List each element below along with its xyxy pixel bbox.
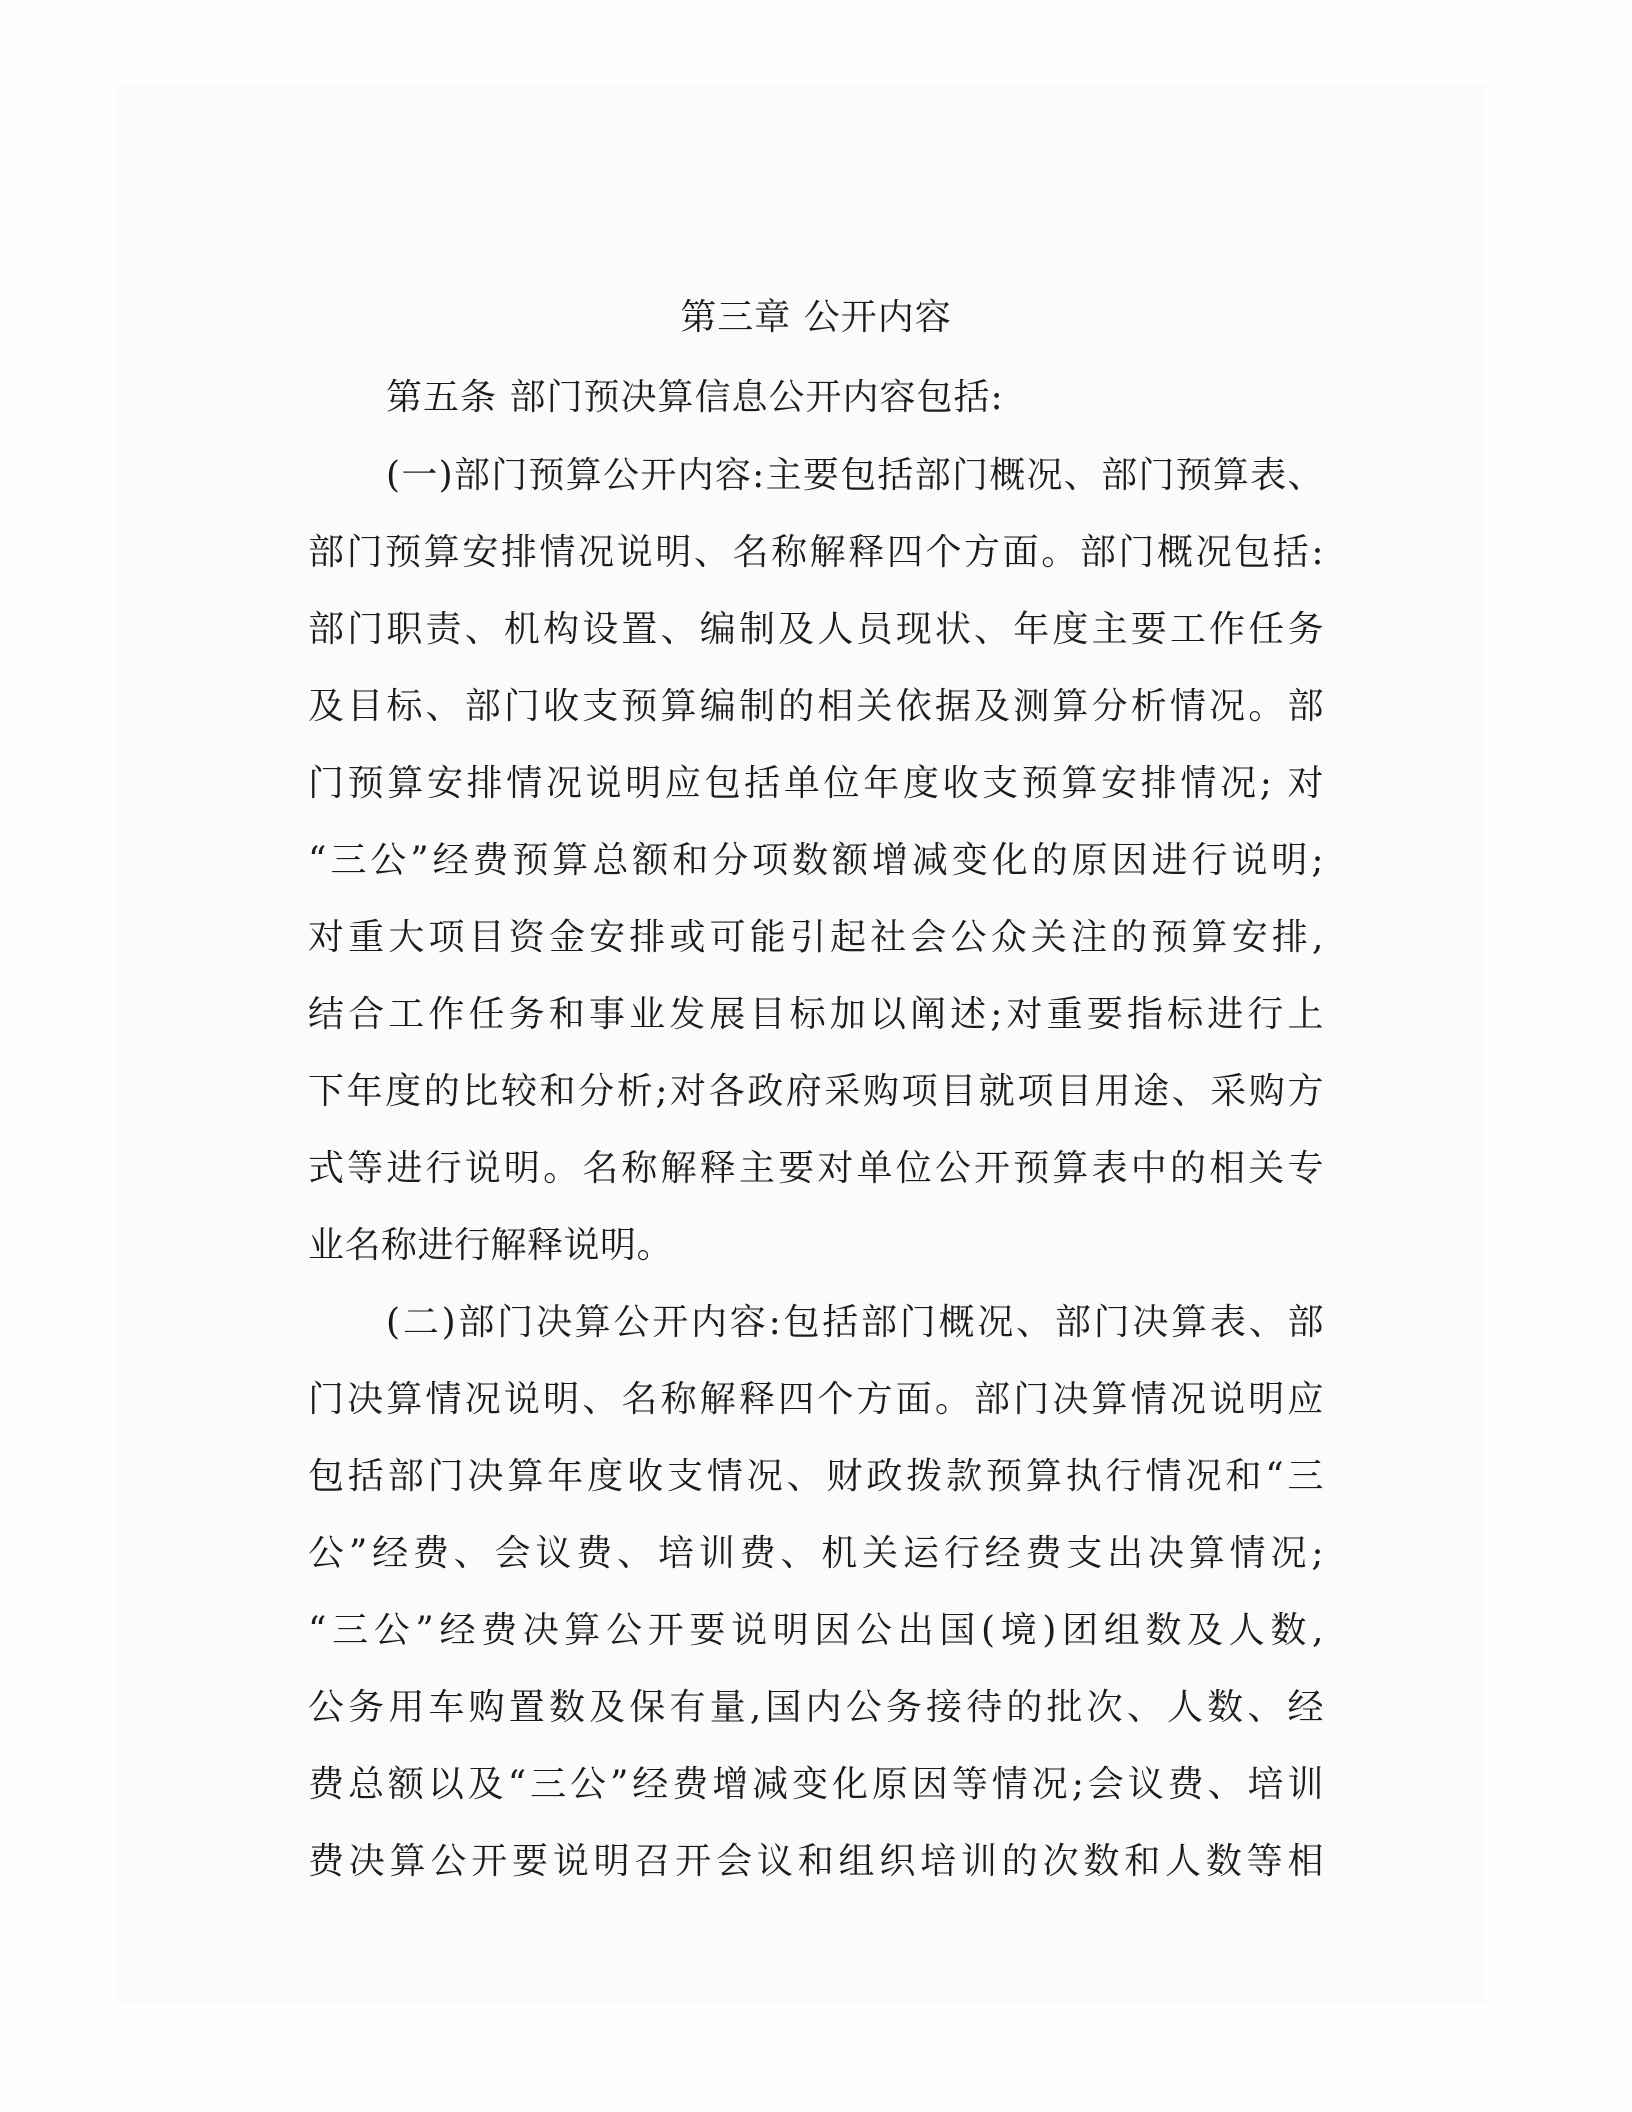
paragraph-line: 部门预算安排情况说明、名称解释四个方面。部门概况包括: <box>308 532 1324 573</box>
paragraph-line: 公”经费、会议费、培训费、机关运行经费支出决算情况; <box>308 1533 1324 1574</box>
paragraph-line: 部门职责、机构设置、编制及人员现状、年度主要工作任务 <box>308 609 1324 650</box>
paragraph-line: “三公”经费决算公开要说明因公出国(境)团组数及人数, <box>308 1610 1324 1651</box>
paragraph-line: 式等进行说明。名称解释主要对单位公开预算表中的相关专 <box>308 1148 1324 1189</box>
paragraph-line: 下年度的比较和分析;对各政府采购项目就项目用途、采购方 <box>308 1071 1324 1112</box>
paragraph-line: 门决算情况说明、名称解释四个方面。部门决算情况说明应 <box>308 1379 1324 1420</box>
paragraph-line: 费总额以及“三公”经费增减变化原因等情况;会议费、培训 <box>308 1764 1324 1805</box>
section-2-paragraph <box>308 1293 1324 1892</box>
paragraph-line: 结合工作任务和事业发展目标加以阐述;对重要指标进行上 <box>308 994 1324 1035</box>
paragraph-line: 包括部门决算年度收支情况、财政拨款预算执行情况和“三 <box>308 1456 1324 1497</box>
paragraph-line: 对重大项目资金安排或可能引起社会公众关注的预算安排, <box>308 917 1324 958</box>
paragraph-line: 门预算安排情况说明应包括单位年度收支预算安排情况; 对 <box>308 763 1324 804</box>
paragraph-line: 及目标、部门收支预算编制的相关依据及测算分析情况。部 <box>308 686 1324 727</box>
paragraph-line: 费决算公开要说明召开会议和组织培训的次数和人数等相 <box>308 1841 1324 1882</box>
paragraph-line: “三公”经费预算总额和分项数额增减变化的原因进行说明; <box>308 840 1324 881</box>
paragraph-line: (一)部门预算公开内容:主要包括部门概况、部门预算表、 <box>386 455 1324 496</box>
paragraph-line: (二)部门决算公开内容:包括部门概况、部门决算表、部 <box>386 1302 1324 1343</box>
paragraph-line: 公务用车购置数及保有量,国内公务接待的批次、人数、经 <box>308 1687 1324 1728</box>
document-body <box>308 288 1324 1909</box>
chapter-title: 第三章 公开内容 <box>680 297 952 338</box>
section-1-paragraph <box>308 446 1324 1276</box>
paragraph-line: 业名称进行解释说明。 <box>308 1225 674 1266</box>
article-heading: 第五条 部门预决算信息公开内容包括: <box>386 377 1004 418</box>
